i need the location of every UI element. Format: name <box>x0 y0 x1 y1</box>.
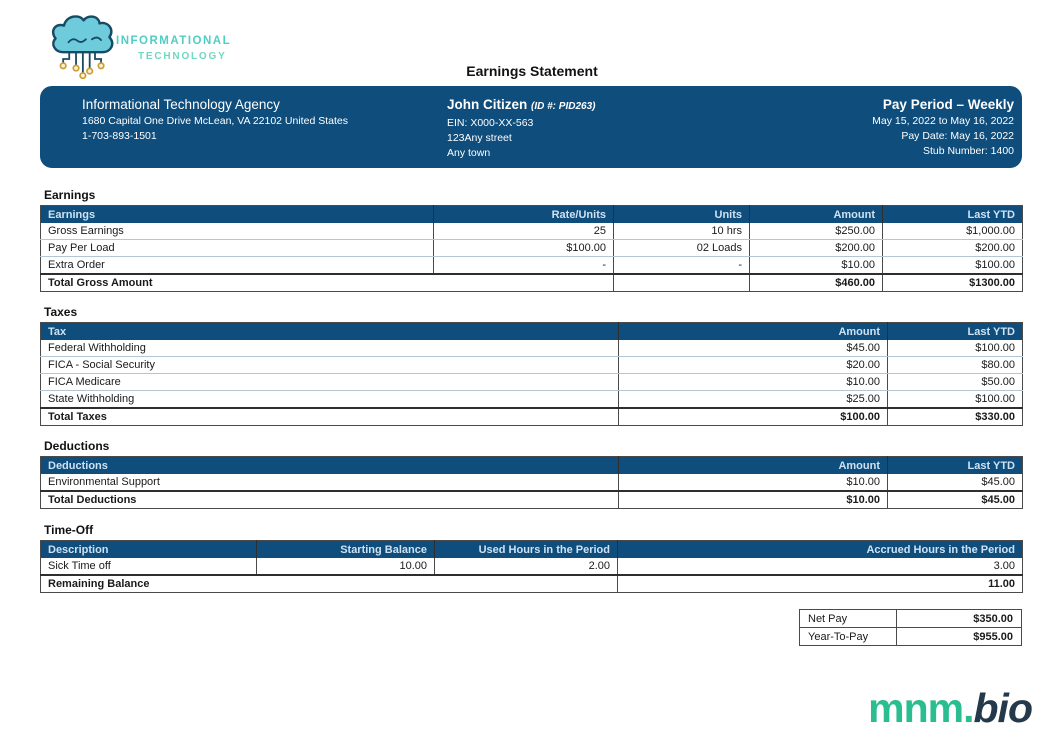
cell: $250.00 <box>750 223 883 240</box>
total-label: Total Taxes <box>41 408 619 426</box>
column-header: Earnings <box>41 206 434 224</box>
column-header: Accrued Hours in the Period <box>618 541 1023 559</box>
table-row <box>41 374 1023 391</box>
cell: $200.00 <box>750 240 883 257</box>
column-header: Last YTD <box>888 323 1023 341</box>
brand-wordmark <box>40 685 1032 731</box>
table-row <box>800 610 1022 628</box>
total-amount: $10.00 <box>619 491 888 509</box>
ytd-pay-value: $955.00 <box>897 628 1022 646</box>
cell: $20.00 <box>619 357 888 374</box>
statement-body <box>40 188 1032 731</box>
cell: Pay Per Load <box>41 240 434 257</box>
logo-line2: TECHNOLOGY <box>138 51 227 62</box>
cell: $1,000.00 <box>883 223 1023 240</box>
brand-part-green: mnm. <box>868 685 974 731</box>
pay-summary-table <box>799 609 1022 646</box>
deductions-table <box>40 456 1023 509</box>
logo-line1: INFORMATIONAL <box>116 35 232 47</box>
column-header: Last YTD <box>888 457 1023 475</box>
total-amount: $460.00 <box>750 274 883 292</box>
employee-id: (ID #: PID263) <box>531 101 596 112</box>
total-row <box>41 575 1023 593</box>
cell: $100.00 <box>888 340 1023 357</box>
employee-name: John Citizen <box>447 97 528 112</box>
document-title: Earnings Statement <box>466 63 598 79</box>
total-ytd: $45.00 <box>888 491 1023 509</box>
cell: $100.00 <box>883 257 1023 275</box>
pay-period-info <box>779 96 1016 160</box>
header-bar <box>40 86 1022 168</box>
column-header: Tax <box>41 323 619 341</box>
total-ytd: $1300.00 <box>883 274 1023 292</box>
cell: Sick Time off <box>41 558 257 575</box>
cell: $100.00 <box>434 240 614 257</box>
cell: $80.00 <box>888 357 1023 374</box>
cell: $10.00 <box>750 257 883 275</box>
column-header: Amount <box>750 206 883 224</box>
pay-summary <box>40 609 1022 646</box>
taxes-table <box>40 322 1023 426</box>
cell: 10 hrs <box>614 223 750 240</box>
cell: Gross Earnings <box>41 223 434 240</box>
timeoff-table <box>40 540 1023 593</box>
total-row <box>41 491 1023 509</box>
column-header: Units <box>614 206 750 224</box>
header-row <box>41 206 1023 224</box>
company-info <box>82 96 447 160</box>
table-row <box>41 391 1023 409</box>
company-name: Informational Technology Agency <box>82 97 280 112</box>
table-row <box>41 240 1023 257</box>
employee-address1: 123Any street <box>447 132 512 144</box>
empty-cell <box>614 274 750 292</box>
cell: FICA - Social Security <box>41 357 619 374</box>
deductions-section-title: Deductions <box>44 439 110 453</box>
table-row <box>800 628 1022 646</box>
brand-part-dark: bio <box>973 685 1032 731</box>
cell: - <box>614 257 750 275</box>
total-label: Total Gross Amount <box>41 274 614 292</box>
earnings-table <box>40 205 1023 292</box>
cell: 2.00 <box>435 558 618 575</box>
total-amount: $100.00 <box>619 408 888 426</box>
employee-address2: Any town <box>447 147 491 159</box>
cell: FICA Medicare <box>41 374 619 391</box>
ytd-pay-label: Year-To-Pay <box>800 628 897 646</box>
company-address: 1680 Capital One Drive McLean, VA 22102 United States <box>82 115 348 127</box>
cell: $50.00 <box>888 374 1023 391</box>
cell: $10.00 <box>619 474 888 491</box>
column-header: Used Hours in the Period <box>435 541 618 559</box>
cell: 10.00 <box>257 558 435 575</box>
column-header: Amount <box>619 323 888 341</box>
cell: $100.00 <box>888 391 1023 409</box>
total-label: Total Deductions <box>41 491 619 509</box>
header-row <box>41 457 1023 475</box>
pay-period-range: May 15, 2022 to May 16, 2022 <box>872 115 1014 127</box>
cell: $45.00 <box>888 474 1023 491</box>
table-row <box>41 223 1023 240</box>
column-header: Last YTD <box>883 206 1023 224</box>
total-value: 11.00 <box>618 575 1023 593</box>
total-row <box>41 274 1023 292</box>
table-row <box>41 340 1023 357</box>
cell: Environmental Support <box>41 474 619 491</box>
cell: Extra Order <box>41 257 434 275</box>
table-row <box>41 357 1023 374</box>
column-header: Starting Balance <box>257 541 435 559</box>
total-label: Remaining Balance <box>41 575 618 593</box>
cell: 02 Loads <box>614 240 750 257</box>
pay-period-title: Pay Period – Weekly <box>882 97 1014 112</box>
cell: $25.00 <box>619 391 888 409</box>
employee-info <box>447 96 779 160</box>
table-row <box>41 474 1023 491</box>
net-pay-label: Net Pay <box>800 610 897 628</box>
header-row <box>41 541 1023 559</box>
column-header: Rate/Units <box>434 206 614 224</box>
employee-name-line <box>447 96 779 116</box>
pay-date: Pay Date: May 16, 2022 <box>901 130 1014 142</box>
table-row <box>41 558 1023 575</box>
cell: 3.00 <box>618 558 1023 575</box>
earnings-section-title: Earnings <box>44 188 96 202</box>
total-ytd: $330.00 <box>888 408 1023 426</box>
column-header: Deductions <box>41 457 619 475</box>
cell: $45.00 <box>619 340 888 357</box>
cell: $10.00 <box>619 374 888 391</box>
header-row <box>41 323 1023 341</box>
company-phone: 1-703-893-1501 <box>82 130 157 142</box>
column-header: Description <box>41 541 257 559</box>
timeoff-section-title: Time-Off <box>44 523 94 537</box>
employee-ein: EIN: X000-XX-563 <box>447 117 534 129</box>
cell: $200.00 <box>883 240 1023 257</box>
net-pay-value: $350.00 <box>897 610 1022 628</box>
logo-text <box>116 34 231 64</box>
cell: - <box>434 257 614 275</box>
taxes-section-title: Taxes <box>44 305 78 319</box>
cell: Federal Withholding <box>41 340 619 357</box>
cell: State Withholding <box>41 391 619 409</box>
column-header: Amount <box>619 457 888 475</box>
table-row <box>41 257 1023 275</box>
total-row <box>41 408 1023 426</box>
cell: 25 <box>434 223 614 240</box>
stub-number: Stub Number: 1400 <box>922 145 1014 157</box>
